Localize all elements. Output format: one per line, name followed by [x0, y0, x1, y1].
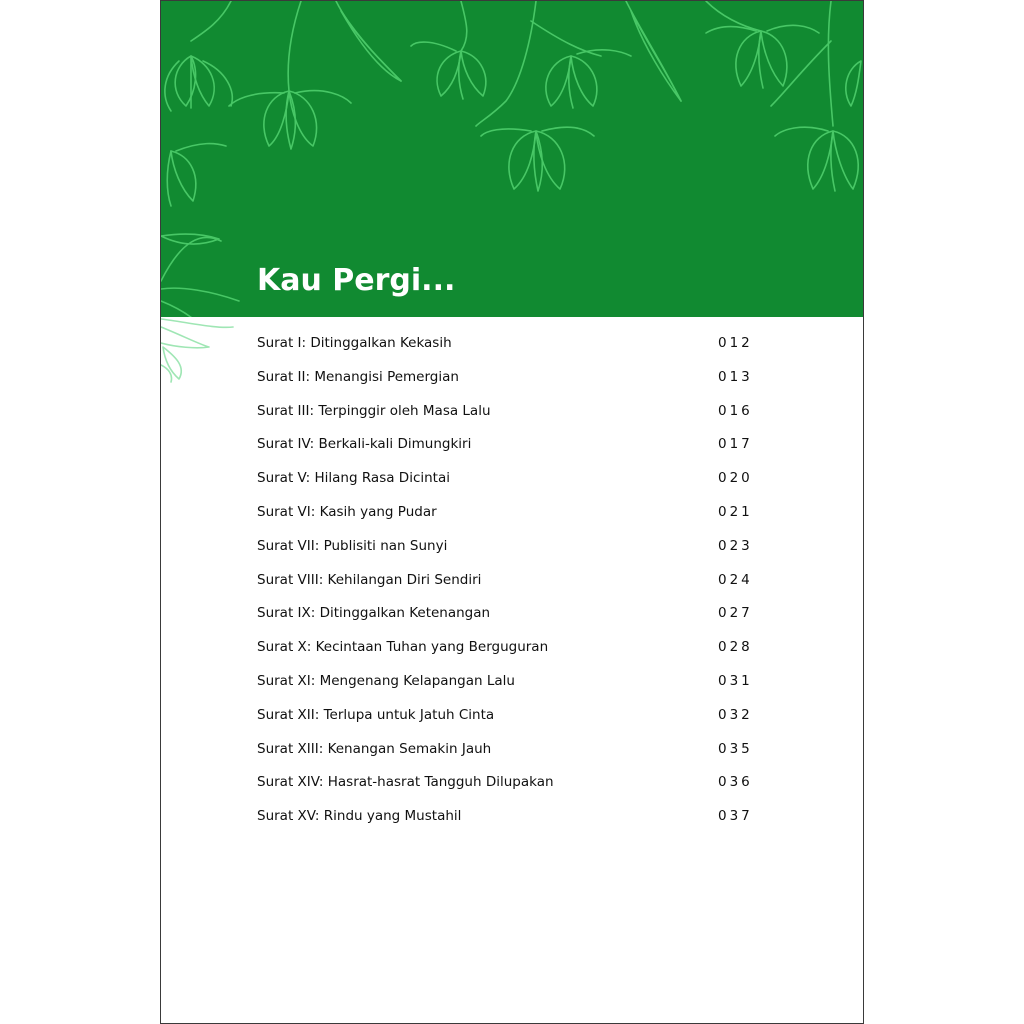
toc-entry-page: 024: [718, 571, 753, 588]
toc-entry-page: 035: [718, 740, 753, 757]
toc-entry-title: Surat III: Terpinggir oleh Masa Lalu: [257, 402, 491, 419]
toc-entry[interactable]: [257, 597, 757, 631]
toc-entry-title: Surat XII: Terlupa untuk Jatuh Cinta: [257, 706, 495, 723]
toc-entry-title: Surat IX: Ditinggalkan Ketenangan: [257, 605, 491, 622]
toc-entry-title: Surat X: Kecintaan Tuhan yang Berguguran: [257, 639, 549, 656]
toc-entry-title: Surat VIII: Kehilangan Diri Sendiri: [257, 571, 482, 588]
toc-entry-page: 016: [718, 402, 753, 419]
toc-entry-page: 037: [718, 808, 753, 825]
toc-entry-title: Surat IV: Berkali-kali Dimungkiri: [257, 436, 472, 453]
toc-entry-page: 028: [718, 639, 753, 656]
toc-entry[interactable]: [257, 530, 757, 564]
toc-entry-page: 032: [718, 706, 753, 723]
toc-entry-title: Surat XIII: Kenangan Semakin Jauh: [257, 740, 492, 757]
toc-entry-title: Surat XIV: Hasrat-hasrat Tangguh Dilupakan: [257, 774, 554, 791]
header-banner: [161, 1, 863, 317]
toc-entry-page: 012: [718, 335, 753, 351]
table-of-contents: [257, 327, 757, 834]
toc-entry-title: Surat XV: Rindu yang Mustahil: [257, 808, 462, 825]
toc-entry-page: 021: [718, 503, 753, 520]
toc-entry-title: Surat VII: Publisiti nan Sunyi: [257, 537, 448, 554]
toc-entry-page: 023: [718, 537, 753, 554]
toc-entry[interactable]: [257, 462, 757, 496]
toc-entry-title: Surat II: Menangisi Pemergian: [257, 368, 459, 385]
toc-entry[interactable]: [257, 496, 757, 530]
toc-entry[interactable]: [257, 699, 757, 733]
toc-entry-page: 017: [718, 436, 753, 453]
toc-entry-title: Surat I: Ditinggalkan Kekasih: [257, 335, 452, 351]
page-title: Kau Pergi...: [257, 263, 456, 298]
toc-entry[interactable]: [257, 327, 757, 361]
toc-entry[interactable]: [257, 428, 757, 462]
toc-entry[interactable]: [257, 766, 757, 800]
toc-entry[interactable]: [257, 395, 757, 429]
toc-entry[interactable]: [257, 564, 757, 598]
toc-entry[interactable]: [257, 665, 757, 699]
toc-entry-title: Surat V: Hilang Rasa Dicintai: [257, 470, 450, 487]
toc-entry[interactable]: [257, 631, 757, 665]
floral-overflow-icon: [161, 317, 251, 387]
toc-entry-title: Surat XI: Mengenang Kelapangan Lalu: [257, 672, 515, 689]
floral-spill-icon: [161, 281, 251, 317]
toc-entry[interactable]: [257, 361, 757, 395]
toc-entry-page: 027: [718, 605, 753, 622]
toc-entry[interactable]: [257, 800, 757, 834]
toc-entry-page: 031: [718, 672, 753, 689]
toc-entry-page: 013: [718, 368, 753, 385]
toc-entry-title: Surat VI: Kasih yang Pudar: [257, 503, 437, 520]
toc-entry-page: 036: [718, 774, 753, 791]
toc-entry-page: 020: [718, 470, 753, 487]
book-page: [160, 0, 864, 1024]
toc-entry[interactable]: [257, 733, 757, 767]
